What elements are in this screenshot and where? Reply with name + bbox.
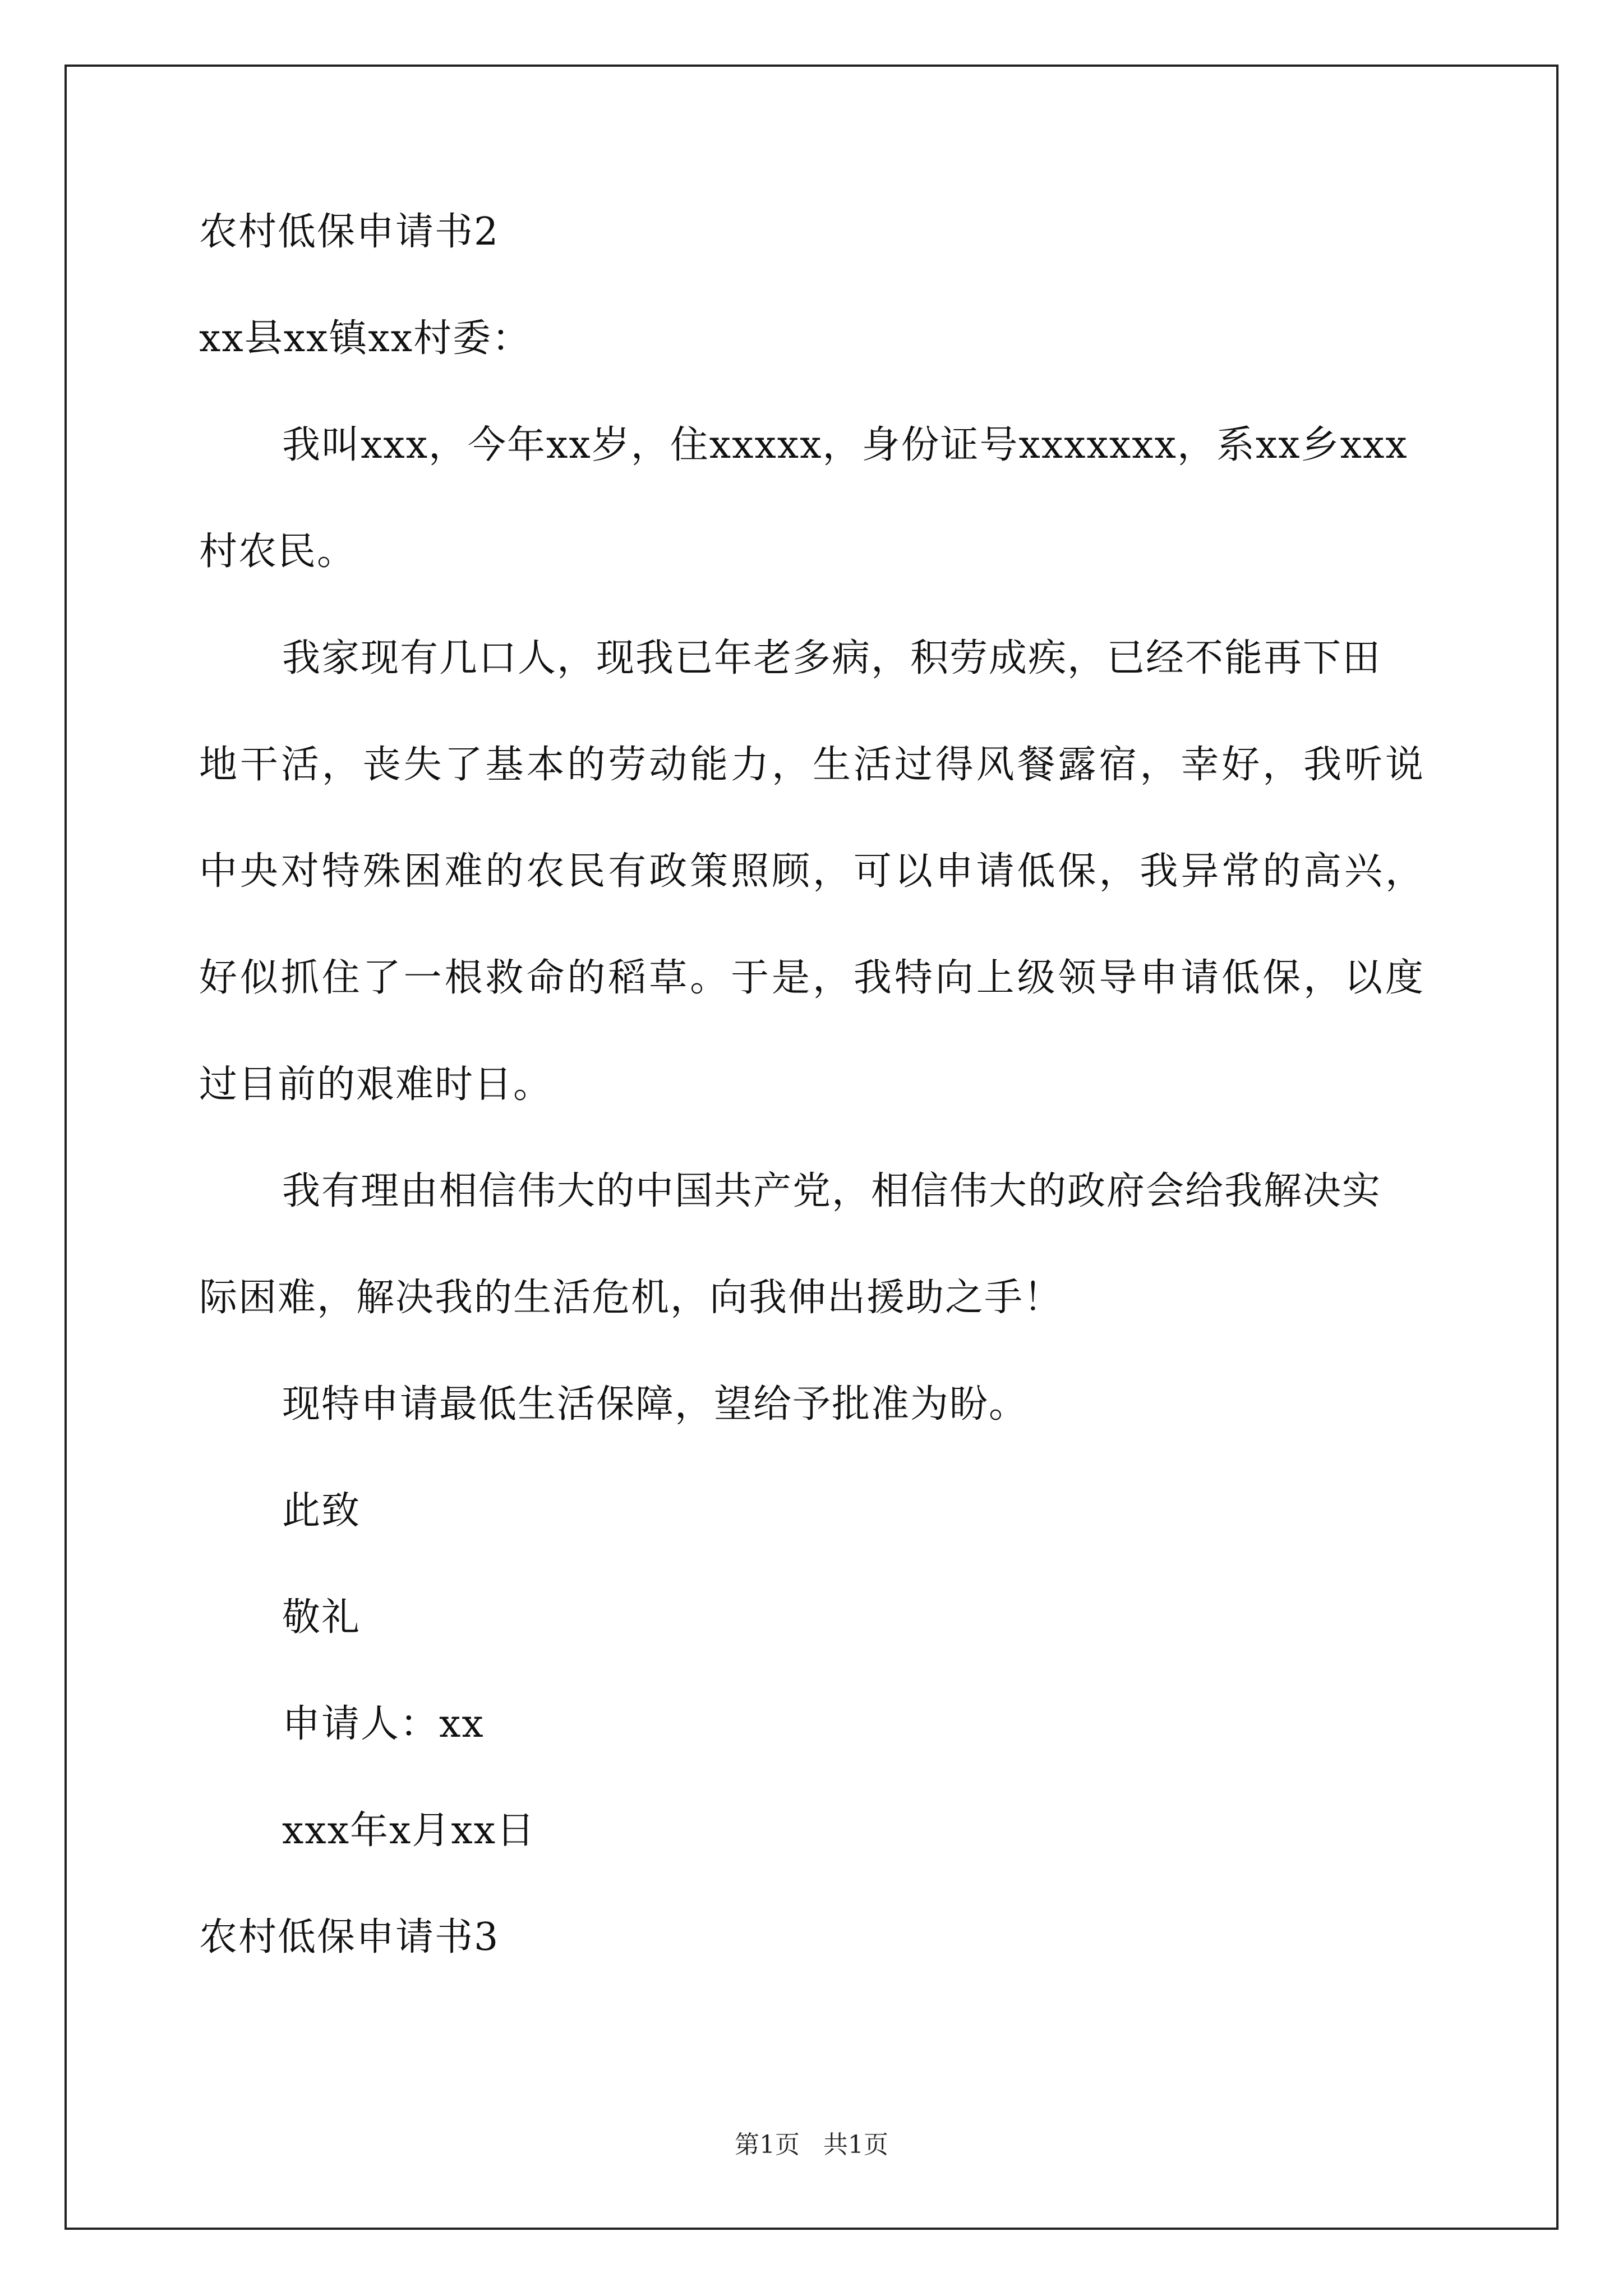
paragraph-3-line-1: 我有理由相信伟大的中国共产党，相信伟大的政府会给我解决实	[282, 1169, 1382, 1213]
paragraph-2-line-3: 中央对特殊困难的农民有政策照顾，可以申请低保，我异常的高兴，	[199, 849, 1424, 894]
closing-regards: 敬礼	[282, 1595, 361, 1640]
applicant-signature: 申请人：xx	[282, 1702, 485, 1746]
paragraph-4: 现特申请最低生活保障，望给予批准为盼。	[282, 1382, 1029, 1427]
page-number-total: 共1页	[823, 2131, 888, 2159]
paragraph-2-line-1: 我家现有几口人，现我已年老多病，积劳成疾，已经不能再下田	[282, 636, 1382, 680]
application-date: xxx年x月xx日	[282, 1809, 536, 1853]
page-footer	[0, 2133, 1623, 2157]
page-number-current: 第1页	[735, 2131, 800, 2159]
paragraph-1-line-1: 我叫xxx，今年xx岁，住xxxxx，身份证号xxxxxxx，系xx乡xxx	[282, 423, 1408, 467]
paragraph-2-line-4: 好似抓住了一根救命的稻草。于是，我特向上级领导申请低保，以度	[199, 956, 1424, 1000]
paragraph-1-line-2: 村农民。	[199, 530, 357, 574]
heading-letter-3: 农村低保申请书3	[199, 1915, 500, 1959]
paragraph-2-line-5: 过目前的艰难时日。	[199, 1062, 553, 1107]
addressee: xx县xx镇xx村委：	[199, 316, 532, 361]
heading-letter-2: 农村低保申请书2	[199, 210, 500, 254]
page-frame	[64, 65, 1559, 2230]
closing-salutation: 此致	[282, 1489, 361, 1533]
paragraph-2-line-2: 地干活，丧失了基本的劳动能力，生活过得风餐露宿，幸好，我听说	[199, 743, 1424, 787]
paragraph-3-line-2: 际困难，解决我的生活危机，向我伸出援助之手！	[199, 1276, 1063, 1320]
